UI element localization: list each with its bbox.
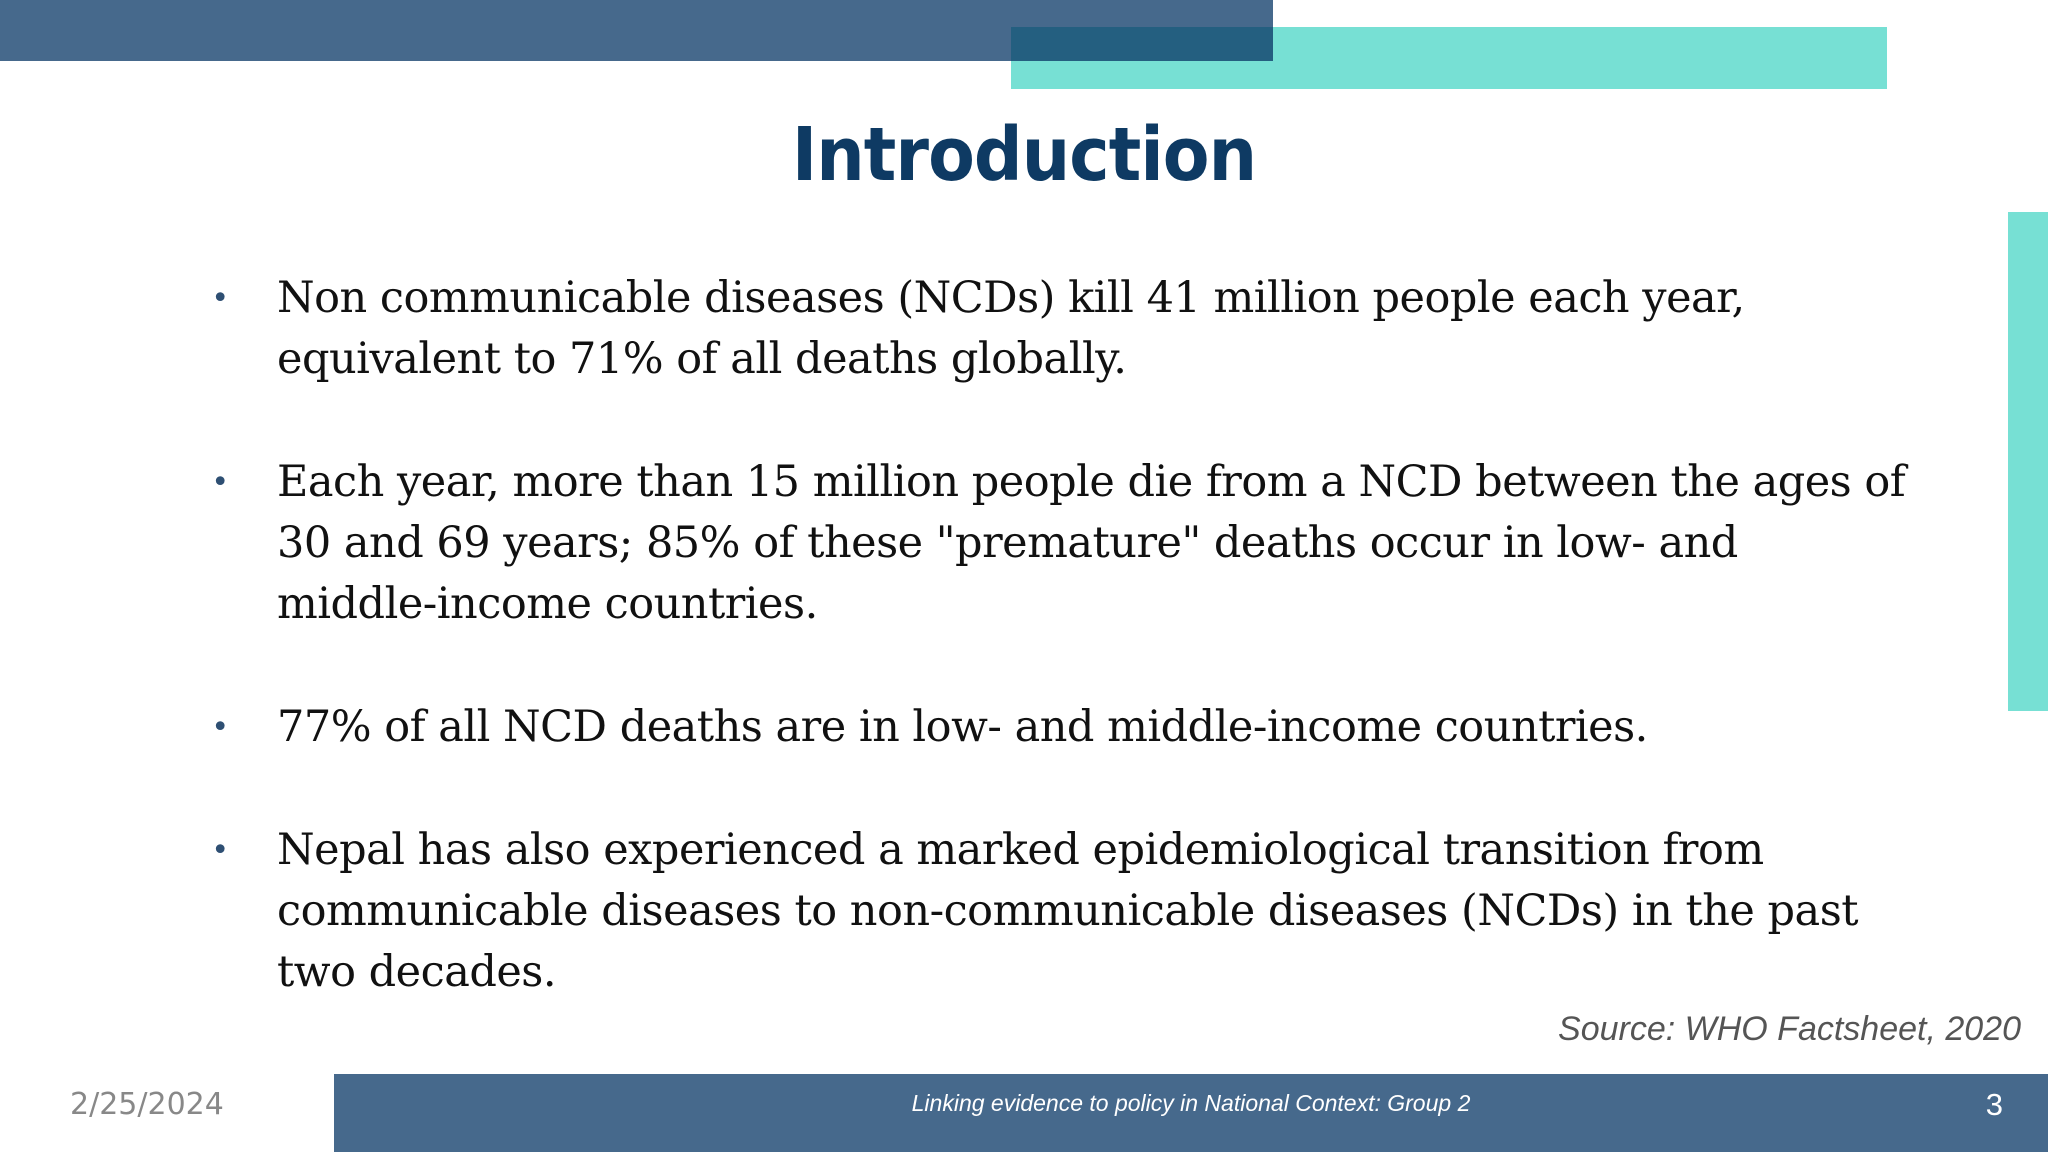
bullet-item xyxy=(210,452,1910,635)
page-number: 3 xyxy=(1985,1087,2003,1122)
bullet-icon: • xyxy=(211,281,229,316)
footer-text: Linking evidence to policy in National Context: Group 2 xyxy=(911,1090,1471,1116)
slide-date: 2/25/2024 xyxy=(70,1087,224,1122)
bullet-item xyxy=(210,697,1910,758)
bullet-text: 77% of all NCD deaths are in low- and middle-income countries. xyxy=(277,702,1648,752)
bullet-icon: • xyxy=(211,833,229,868)
bullet-text: Nepal has also experienced a marked epidemiological transition from communicable diseases to non-communicable diseases (NCDs) in the past two decades. xyxy=(277,825,1859,997)
top-accent-overlap xyxy=(1011,27,1273,61)
bullet-icon: • xyxy=(211,710,229,745)
bullet-list xyxy=(210,268,1910,1065)
bullet-text: Each year, more than 15 million people die from a NCD between the ages of 30 and 69 years; 85% of these "premature" deaths occur in low- and middle-income countries. xyxy=(277,457,1906,629)
right-teal-accent-bar xyxy=(2008,212,2048,711)
bullet-item xyxy=(210,268,1910,390)
bullet-item xyxy=(210,820,1910,1003)
bullet-icon: • xyxy=(211,465,229,500)
slide-title: Introduction xyxy=(791,112,1257,198)
bullet-text: Non communicable diseases (NCDs) kill 41 million people each year, equivalent to 71% of all deaths globally. xyxy=(277,273,1745,384)
source-citation: Source: WHO Factsheet, 2020 xyxy=(1558,1010,2021,1048)
